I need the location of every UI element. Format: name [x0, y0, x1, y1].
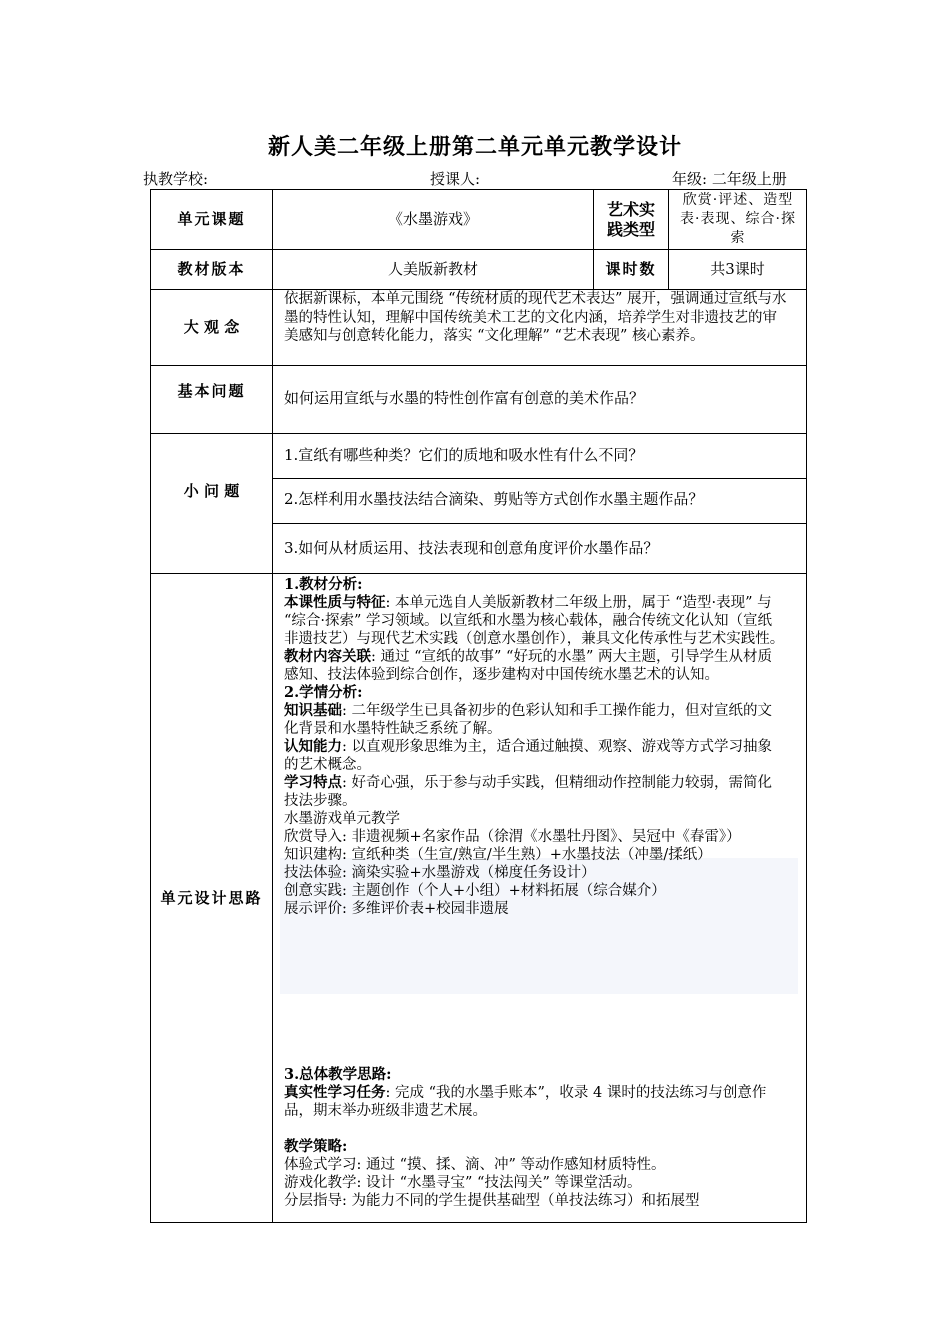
section-heading: 3.总体教学思路:	[284, 1066, 392, 1083]
strategy-item: 体验式学习: 通过 “摸、揉、滴、冲” 等动作感知材质特性。	[284, 1157, 666, 1173]
practice-type-value: 欣赏·评述、造型表·表现、综合·探索	[680, 192, 796, 246]
small-question-item: 3.如何从材质运用、技法表现和创意角度评价水墨作品？	[284, 539, 659, 557]
hours-label: 课时数	[605, 260, 657, 278]
section-heading: 1.教材分析:	[284, 576, 363, 593]
small-question-item: 2.怎样利用水墨技法结合滴染、剪贴等方式创作水墨主题作品？	[284, 490, 704, 508]
paragraph: 知识基础: 二年级学生已具备初步的色彩认知和手工操作能力，但对宣纸的文化背景和水墨特性缺乏系统了解。	[284, 702, 772, 737]
big-idea-value: 依据新课标，本单元围绕 “传统材质的现代艺术表达” 展开，强调通过宣纸与水墨的特性认知，理解中国传统美术工艺的文化内涵，培养学生对非遗技艺的审美感知与创意转化能力，落实 “文化理解” “艺术表现” 核心素养。	[284, 291, 787, 344]
practice-type-label: 艺术实践类型	[606, 199, 655, 239]
grade-field: 年级: 二年级上册	[672, 170, 787, 188]
basic-question-value: 如何运用宣纸与水墨的特性创作富有创意的美术作品？	[284, 389, 645, 407]
flow-line: 创意实践: 主题创作（个人+小组）+材料拓展（综合媒介）	[284, 883, 666, 899]
paragraph: 真实性学习任务: 完成 “我的水墨手账本”，收录 4 课时的技法练习与创意作品，期末举办班级非遗艺术展。	[284, 1084, 767, 1119]
flow-line: 欣赏导入: 非遗视频+名家作品（徐渭《水墨牡丹图》、吴冠中《春雷》）	[284, 829, 741, 845]
big-idea-label: 大 观 念	[183, 318, 240, 336]
unit-topic-value: 《水墨游戏》	[387, 210, 478, 228]
strategy-item: 游戏化教学: 设计 “水墨寻宝” “技法闯关” 等课堂活动。	[284, 1175, 642, 1191]
unit-design-label: 单元设计思路	[160, 888, 263, 907]
section-heading: 2.学情分析:	[284, 684, 363, 701]
textbook-value: 人美版新教材	[387, 260, 478, 278]
paragraph: 认知能力: 以直观形象思维为主，适合通过触摸、观察、游戏等方式学习抽象的艺术概念。	[284, 738, 772, 773]
basic-question-label: 基本问题	[177, 381, 246, 400]
flow-line: 展示评价: 多维评价表+校园非遗展	[284, 901, 509, 917]
small-question-item: 1.宣纸有哪些种类？它们的质地和吸水性有什么不同？	[284, 446, 644, 464]
document-title: 新人美二年级上册第二单元单元教学设计	[267, 134, 682, 160]
hours-value: 共3课时	[710, 260, 765, 278]
paragraph: 学习特点: 好奇心强，乐于参与动手实践，但精细动作控制能力较弱，需简化技法步骤。	[284, 774, 772, 809]
unit-topic-label: 单元课题	[177, 210, 246, 228]
analysis-section	[284, 576, 786, 918]
flow-line: 知识建构: 宣纸种类（生宣/熟宣/半生熟）+水墨技法（冲墨/揉纸）	[284, 847, 712, 863]
paragraph: 教材内容关联: 通过 “宣纸的故事” “好玩的水墨” 两大主题，引导学生从材质感知、技法体验到综合创作，逐步建构对中国传统水墨艺术的认知。	[284, 648, 772, 683]
section-heading: 教学策略:	[284, 1138, 348, 1155]
strategy-item: 分层指导: 为能力不同的学生提供基础型（单技法练习）和拓展型	[284, 1193, 700, 1209]
flow-line: 水墨游戏单元教学	[284, 811, 400, 827]
flow-line: 技法体验: 滴染实验+水墨游戏（梯度任务设计）	[284, 865, 596, 881]
teaching-plan-section	[284, 1066, 786, 1210]
small-questions-label: 小 问 题	[183, 482, 240, 500]
textbook-label: 教材版本	[177, 260, 246, 278]
school-field: 执教学校:	[143, 170, 209, 188]
teacher-field: 授课人:	[430, 170, 481, 188]
paragraph: 本课性质与特征: 本单元选自人美版新教材二年级上册，属于 “造型·表现” 与 “综合·探索” 学习领域。以宣纸和水墨为核心载体，融合传统文化认知（宣纸非遗技艺）与现代艺术实践（创意水墨创作），兼具文化传承性与艺术实践性。	[284, 594, 785, 647]
